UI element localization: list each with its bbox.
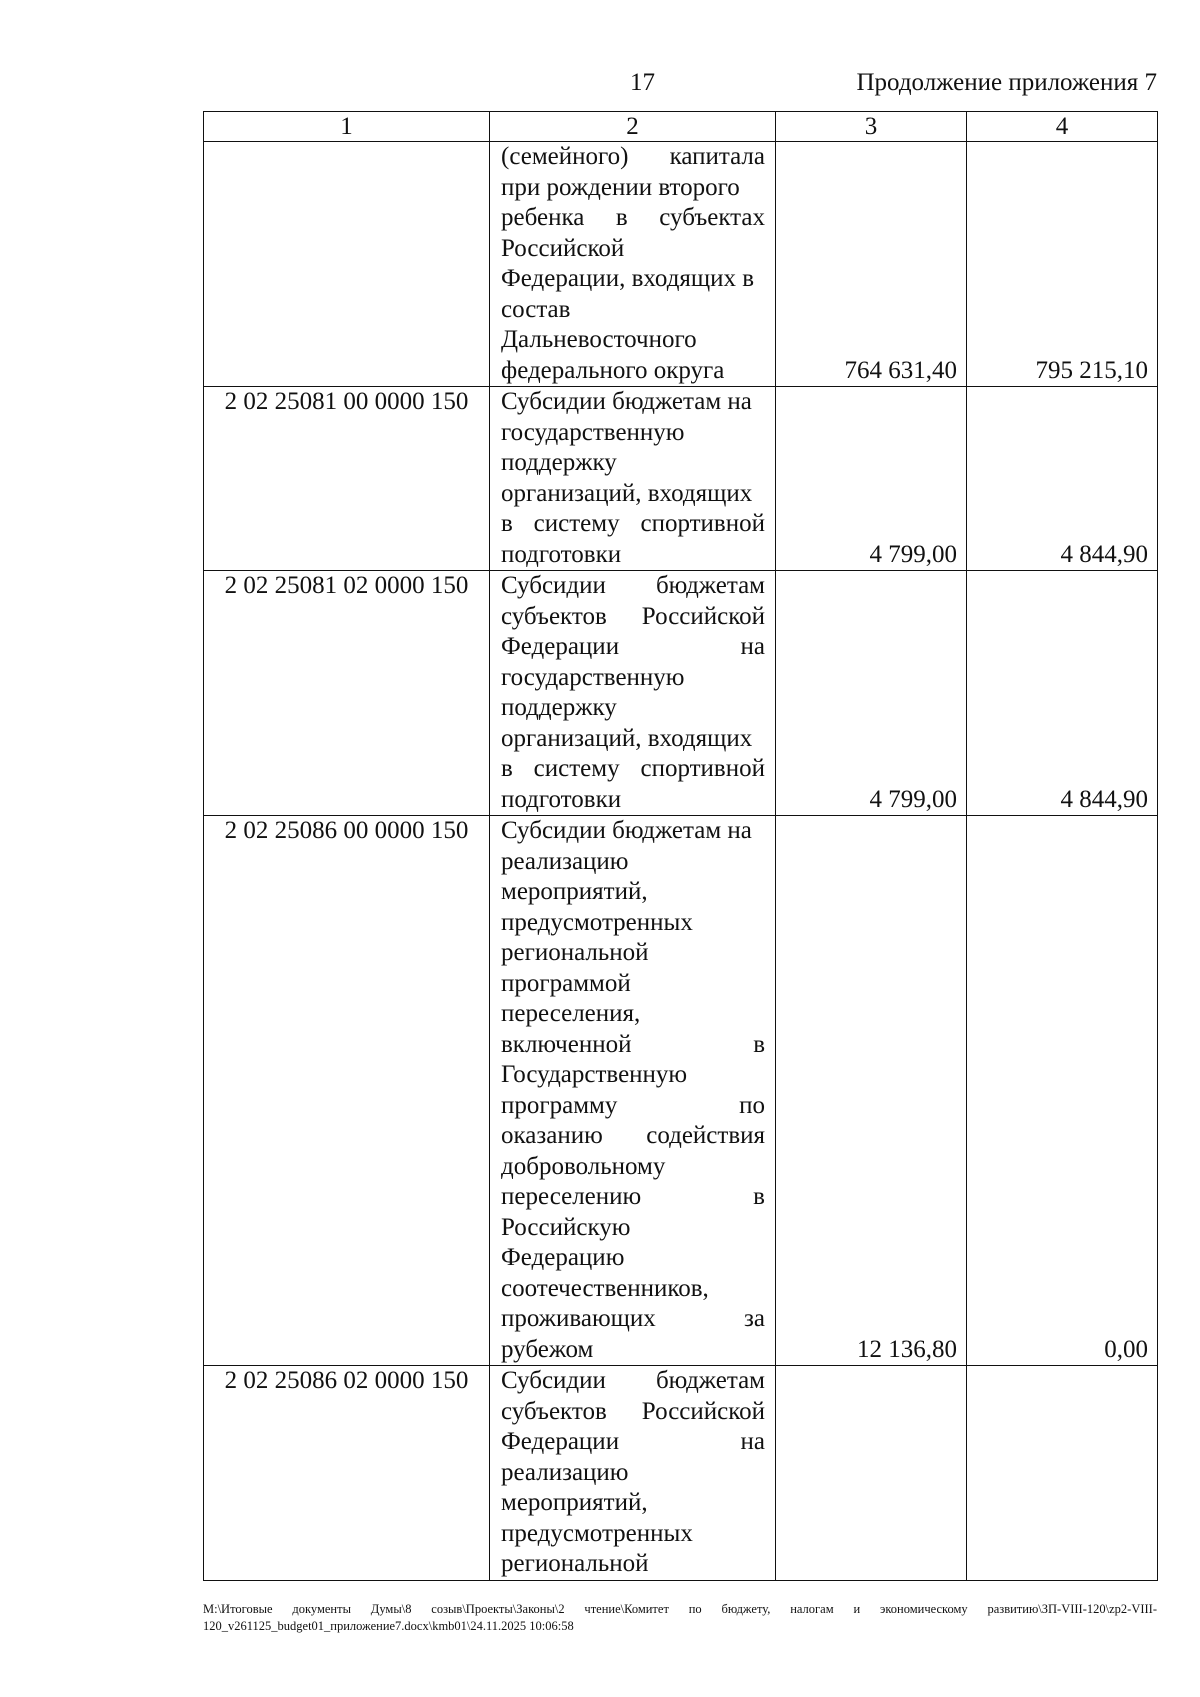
amount-col4-cell: 0,00	[967, 816, 1158, 1366]
description-cell	[490, 387, 776, 571]
footer-file-path: M:\Итоговые документы Думы\8 созыв\Проекты\Законы\2 чтение\Комитет по бюджету, налогам и экономическому развитию\ЗП-VIII-120\zp2-VIII-120_v261125_budget01_приложение7.docx\kmb01\24.11.2025 10:06:58	[203, 1602, 1157, 1633]
description-line: Российскую	[501, 1213, 631, 1241]
description-cell	[490, 1366, 776, 1581]
description-line: переселению в	[501, 1183, 765, 1210]
description-line: субъектов Российской	[501, 602, 765, 630]
description-line: (семейного) капитала	[501, 143, 765, 170]
budget-code-cell	[204, 142, 490, 387]
column-header-3: 3	[776, 112, 967, 142]
table-row	[204, 571, 1158, 816]
budget-code-cell: 2 02 25081 02 0000 150	[204, 571, 490, 816]
description-line: состав	[501, 295, 571, 323]
description-line: подготовки	[501, 540, 622, 568]
description-line: Субсидии бюджетам	[501, 1367, 765, 1394]
amount-col3-cell	[776, 1366, 967, 1581]
amount-col4-cell: 4 844,90	[967, 387, 1158, 571]
description-line: реализацию	[501, 847, 629, 875]
description-line: переселения,	[501, 1000, 641, 1027]
description-line: рубежом	[501, 1335, 594, 1363]
amount-col3-cell: 4 799,00	[776, 571, 967, 816]
description-line: Субсидии бюджетам	[501, 572, 765, 599]
description-line: субъектов Российской	[501, 1397, 765, 1425]
description-line: при рождении второго	[501, 173, 740, 201]
budget-table	[203, 111, 1158, 1581]
description-line: региональной	[501, 939, 649, 966]
description-line: Субсидии бюджетам на	[501, 817, 752, 844]
table-row	[204, 142, 1158, 387]
description-line: мероприятий,	[501, 1489, 648, 1516]
table-header-row	[204, 112, 1158, 142]
description-line: мероприятий,	[501, 878, 648, 905]
description-line: поддержку	[501, 449, 617, 476]
column-header-2: 2	[490, 112, 776, 142]
description-line: в систему спортивной	[501, 510, 765, 537]
continuation-title: Продолжение приложения 7	[856, 69, 1157, 96]
amount-col3-cell: 12 136,80	[776, 816, 967, 1366]
description-line: предусмотренных	[501, 1519, 693, 1547]
description-line: подготовки	[501, 785, 622, 813]
description-line: оказанию содействия	[501, 1122, 765, 1149]
description-line: Федерации, входящих в	[501, 265, 755, 292]
description-line: Федерации на	[501, 633, 765, 660]
description-line: проживающих за	[501, 1305, 765, 1332]
description-cell	[490, 816, 776, 1366]
description-line: добровольному	[501, 1152, 666, 1180]
description-line: Федерацию	[501, 1244, 625, 1271]
amount-col3-cell: 4 799,00	[776, 387, 967, 571]
description-line: поддержку	[501, 694, 617, 721]
description-line: Российской	[501, 234, 625, 262]
description-line: организаций, входящих	[501, 479, 753, 507]
description-line: федерального округа	[501, 356, 725, 384]
amount-col4-cell: 4 844,90	[967, 571, 1158, 816]
table-body	[204, 112, 1158, 1581]
description-line: программу по	[501, 1091, 765, 1119]
budget-code-cell: 2 02 25081 00 0000 150	[204, 387, 490, 571]
budget-code-cell: 2 02 25086 00 0000 150	[204, 816, 490, 1366]
amount-col3-cell: 764 631,40	[776, 142, 967, 387]
description-line: организаций, входящих	[501, 724, 753, 752]
description-line: соотечественников,	[501, 1274, 709, 1302]
description-line: реализацию	[501, 1458, 629, 1486]
amount-col4-cell	[967, 1366, 1158, 1581]
description-line: включенной в	[501, 1030, 765, 1058]
description-line: государственную	[501, 663, 685, 691]
column-header-1: 1	[204, 112, 490, 142]
column-header-4: 4	[967, 112, 1158, 142]
budget-code-cell: 2 02 25086 02 0000 150	[204, 1366, 490, 1581]
description-line: Федерации на	[501, 1428, 765, 1455]
description-line: Субсидии бюджетам на	[501, 388, 752, 415]
table-row	[204, 816, 1158, 1366]
description-line: в систему спортивной	[501, 755, 765, 782]
table-row	[204, 387, 1158, 571]
description-line: предусмотренных	[501, 908, 693, 936]
description-line: Государственную	[501, 1061, 688, 1088]
description-cell	[490, 142, 776, 387]
table-row	[204, 1366, 1158, 1581]
description-line: региональной	[501, 1550, 649, 1577]
page-number: 17	[630, 69, 655, 96]
description-cell	[490, 571, 776, 816]
description-line: ребенка в субъектах	[501, 204, 765, 231]
amount-col4-cell: 795 215,10	[967, 142, 1158, 387]
description-line: программой	[501, 969, 631, 997]
description-line: Дальневосточного	[501, 326, 697, 353]
description-line: государственную	[501, 418, 685, 446]
